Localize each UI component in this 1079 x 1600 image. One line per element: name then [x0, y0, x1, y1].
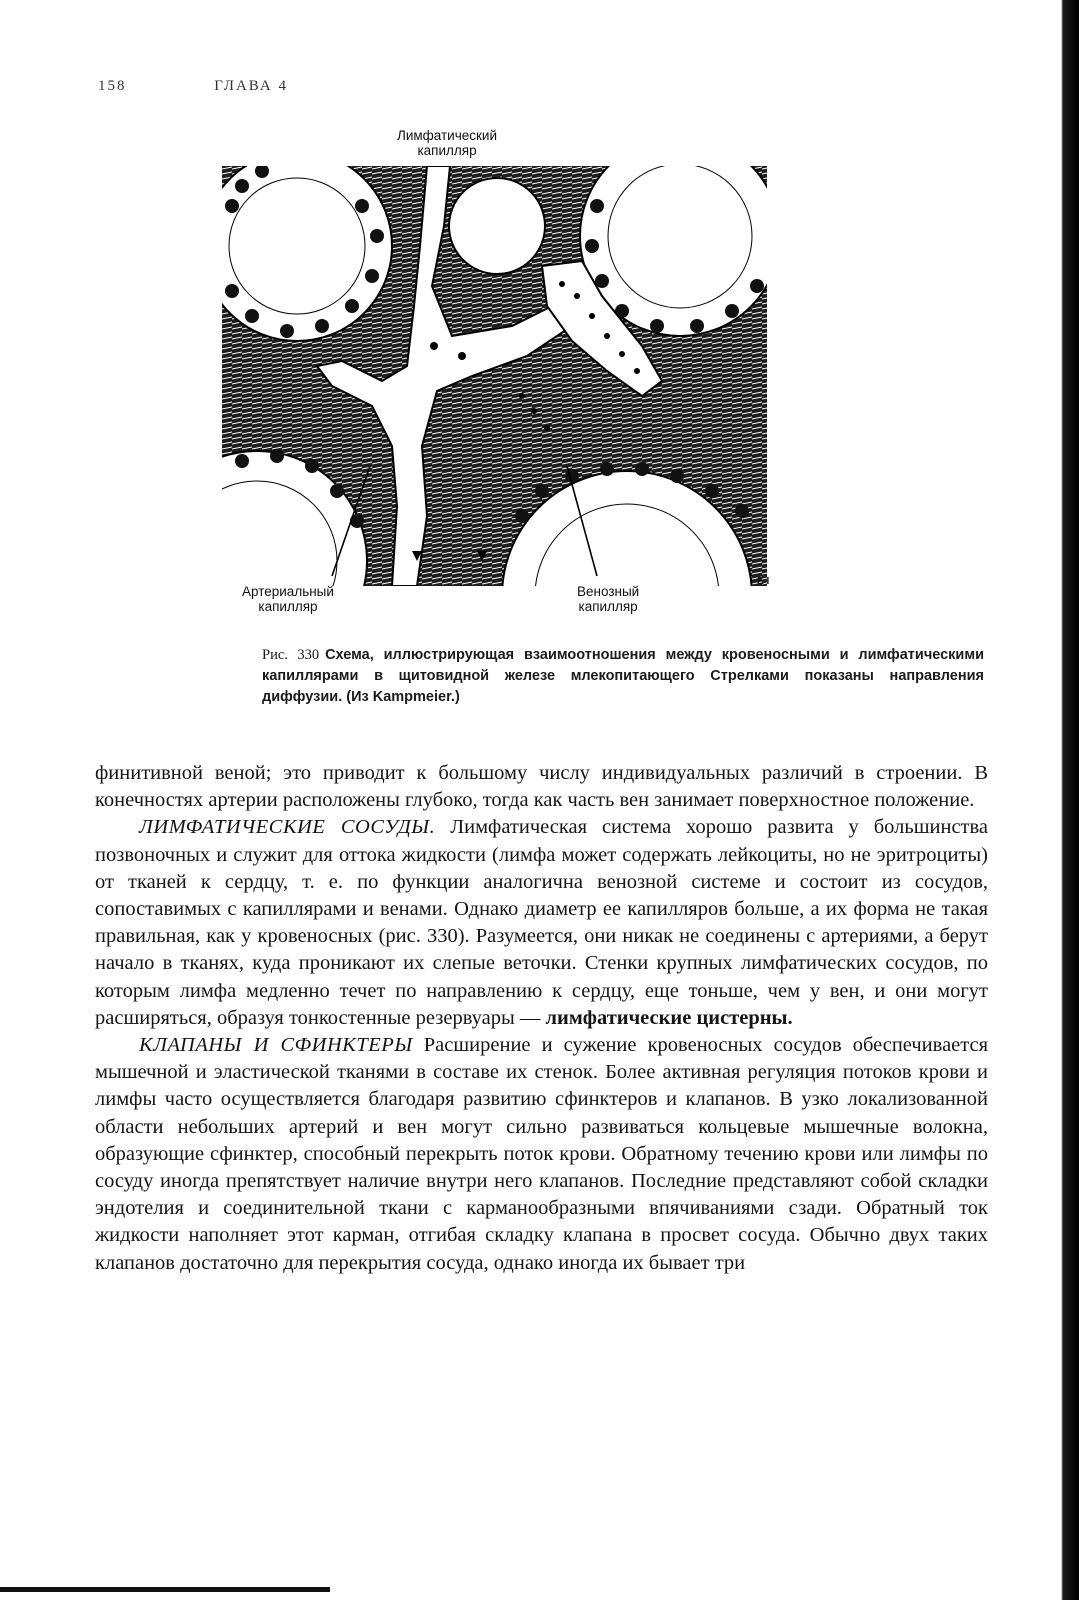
page-edge-shadow: [1057, 0, 1079, 1600]
paragraph-lymphatic-vessels: ЛИМФАТИЧЕСКИЕ СОСУДЫ. Лимфатическая система хорошо развита у большинства позвоночных и служит для оттока жидкости (лимфа может содержать лейкоциты, но не эритроциты) от тканей к сердцу, т. е. по функции аналогична венозной системе и состоит из сосудов, сопоставимых с капиллярами и венами. Однако диаметр ее капилляров больше, а их форма не такая правильная, как у кровеносных (рис. 330). Разумеется, они никак не соединены с артериями, а берут начало в тканях, куда проникают их слепые веточки. Стенки крупных лимфатических сосудов, по которым лимфа медленно течет по направлению к сердцу, еще тоньше, чем у вен, и они могут расширяться, образуя тонкостенные резервуары — лимфатические цистерны.: [95, 816, 989, 1029]
caption-prefix: Рис. 330: [262, 647, 320, 663]
term-lymphatic-cisterns: лимфатические цистерны.: [545, 1006, 793, 1029]
figure-caption: [262, 645, 984, 708]
label-lymphatic-capillary: Лимфатический капилляр: [397, 128, 498, 158]
caption-text: Схема, иллюстрирующая взаимоотношения между кровеносными и лимфатическими капиллярами в щитовидной железе млекопитающего Стрелками показаны направления диффузии. (Из Kampmeier.): [262, 647, 984, 705]
paragraph-valves-sphincters: КЛАПАНЫ И СФИНКТЕРЫ Расширение и сужение кровеносных сосудов обеспечивается мышечной и эластической тканями в составе их стенок. Более активная регуляция потоков крови и лимфы часто осуществляется благодаря развитию сфинктеров и клапанов. В узко локализованной области небольших артерий и вен могут сильно развиваться кольцевые мышечные волокна, образующие сфинктер, способный перекрыть поток крови. Обратному течению крови или лимфы по сосуду иногда препятствует наличие внутри него клапанов. Последние представляют собой складки эндотелия и соединительной ткани с карманообразными впячиваниями сзади. Обратный ток жидкости наполняет этот карман, отгибая складку клапана в просвет сосуда. Обычно двух таких клапанов достаточно для перекрытия сосуда, однако иногда их бывает три: [95, 1034, 989, 1274]
running-head: [98, 78, 288, 95]
label-arterial-capillary: Артериальный капилляр: [242, 584, 334, 614]
section-heading-lymphatic: ЛИМФАТИЧЕСКИЕ СОСУДЫ.: [139, 816, 436, 839]
chapter-title: ГЛАВА 4: [214, 78, 288, 94]
thyroid-capillary-illustration: [222, 166, 770, 587]
section-heading-valves: КЛАПАНЫ И СФИНКТЕРЫ: [139, 1034, 413, 1057]
label-venous-capillary: Венозный капилляр: [577, 584, 640, 614]
bottom-rule: [0, 1587, 330, 1592]
figure-330: [222, 118, 842, 638]
figure-corner-mark: E I: [757, 576, 770, 587]
paragraph-1: финитивной веной; это приводит к большому числу индивидуальных различий в строении. В конечностях артерии расположены глубоко, тогда как часть вен занимает поверхностное положение.: [95, 762, 988, 812]
page-number: 158: [98, 78, 127, 94]
body-text: [95, 760, 988, 1277]
